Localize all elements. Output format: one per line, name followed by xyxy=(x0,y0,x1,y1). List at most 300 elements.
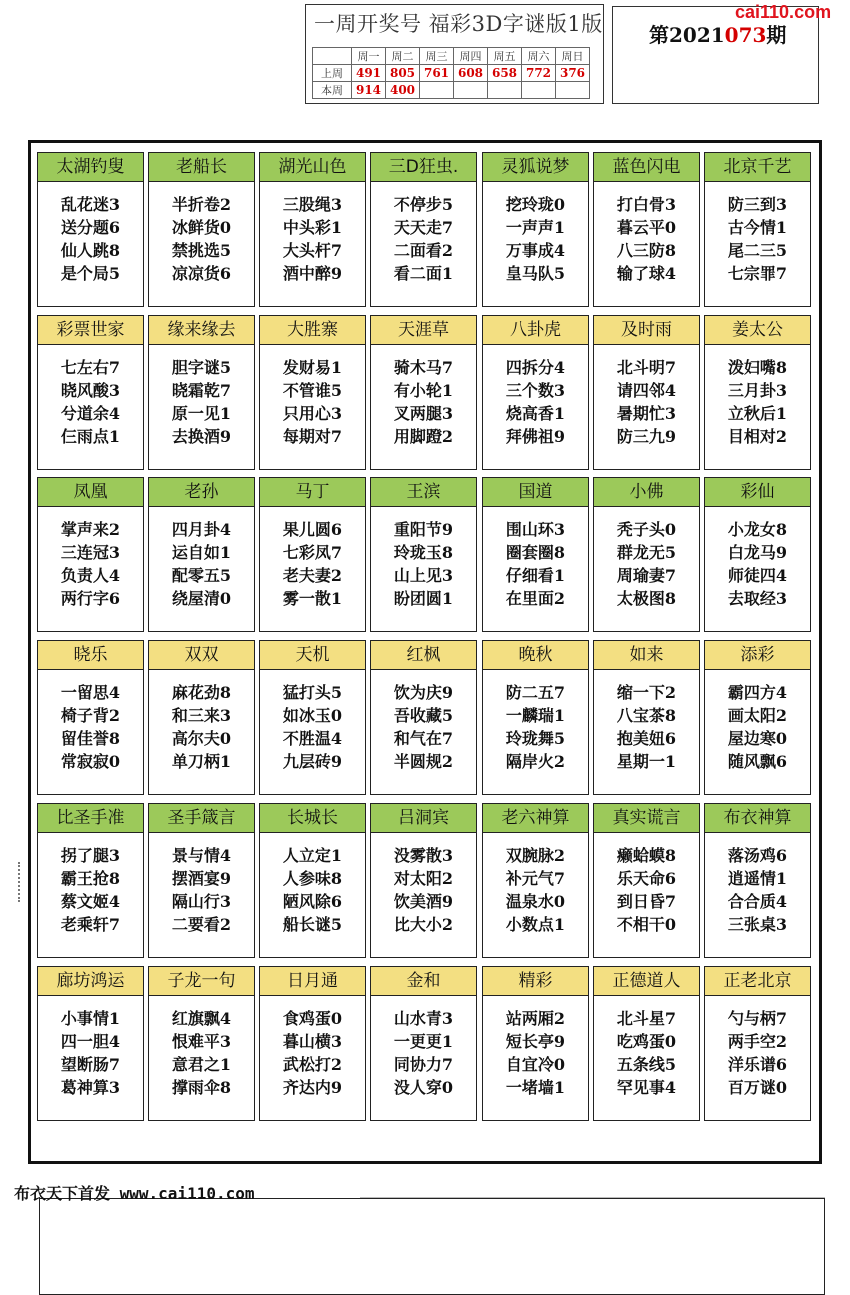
puzzle-author: 八卦虎 xyxy=(483,316,588,345)
clue-line: 双腕脉2 xyxy=(505,846,566,865)
clue-line: 猛打头5 xyxy=(282,683,343,702)
clue-line: 不相干0 xyxy=(616,915,677,934)
clue-line: 隔山行3 xyxy=(171,892,232,911)
puzzle-cell xyxy=(148,966,255,1121)
clue-line: 用脚蹬2 xyxy=(393,427,454,446)
footer-credit: 布衣天下首发 www.cai110.com xyxy=(14,1184,255,1203)
clue-line: 绕屋清0 xyxy=(171,589,232,608)
puzzle-cell xyxy=(148,640,255,795)
puzzle-clues xyxy=(371,833,476,936)
clue-line: 落汤鸡6 xyxy=(727,846,788,865)
puzzle-cell xyxy=(593,315,700,470)
clue-line: 吾收藏5 xyxy=(393,706,454,725)
clue-line: 果儿圆6 xyxy=(282,520,343,539)
puzzle-clues xyxy=(594,670,699,773)
puzzle-author: 太湖钓叟 xyxy=(38,153,143,182)
clue-line: 星期一1 xyxy=(616,752,677,771)
puzzle-author: 北京千艺 xyxy=(705,153,810,182)
clue-line: 晓霜乾7 xyxy=(171,381,232,400)
clue-line: 短长亭9 xyxy=(505,1032,566,1051)
puzzle-author: 吕洞宾 xyxy=(371,804,476,833)
puzzle-author: 老六神算 xyxy=(483,804,588,833)
draw-number: 914 xyxy=(352,82,386,99)
clue-line: 随风飘6 xyxy=(727,752,788,771)
puzzle-author: 及时雨 xyxy=(594,316,699,345)
clue-line: 四月卦4 xyxy=(171,520,232,539)
last-week-label: 上周 xyxy=(313,65,352,82)
puzzle-cell xyxy=(704,640,811,795)
puzzle-author: 小佛 xyxy=(594,478,699,507)
puzzle-cell xyxy=(37,803,144,958)
puzzle-author: 双双 xyxy=(149,641,254,670)
puzzle-cell xyxy=(370,152,477,307)
clue-line: 防三九9 xyxy=(616,427,677,446)
clue-line: 围山环3 xyxy=(505,520,566,539)
clue-line: 老夫妻2 xyxy=(282,566,343,585)
puzzle-author: 老船长 xyxy=(149,153,254,182)
clue-line: 兮道余4 xyxy=(60,404,121,423)
puzzle-clues xyxy=(594,833,699,936)
puzzle-clues xyxy=(149,182,254,285)
puzzle-cell xyxy=(370,640,477,795)
weekday-header-row xyxy=(313,48,590,65)
clue-line: 七宗罪7 xyxy=(727,264,788,283)
puzzle-cell xyxy=(259,803,366,958)
clue-line: 和气在7 xyxy=(393,729,454,748)
clue-line: 天天走7 xyxy=(393,218,454,237)
clue-line: 玲珑玉8 xyxy=(393,543,454,562)
puzzle-author: 正德道人 xyxy=(594,967,699,996)
clue-line: 温泉水0 xyxy=(505,892,566,911)
draw-number: 761 xyxy=(420,65,454,82)
puzzle-clues xyxy=(260,182,365,285)
clue-line: 同协力7 xyxy=(393,1055,454,1074)
clue-line: 叉两腿3 xyxy=(393,404,454,423)
clue-line: 合合质4 xyxy=(727,892,788,911)
clue-line: 人立定1 xyxy=(282,846,343,865)
clue-line: 自宜冷0 xyxy=(505,1055,566,1074)
puzzle-cell xyxy=(148,315,255,470)
puzzle-author: 姜太公 xyxy=(705,316,810,345)
clue-line: 师徒四4 xyxy=(727,566,788,585)
clue-line: 单刀柄1 xyxy=(171,752,232,771)
puzzle-grid-frame xyxy=(28,140,822,1164)
clue-line: 在里面2 xyxy=(505,589,566,608)
puzzle-author: 老孙 xyxy=(149,478,254,507)
puzzle-cell xyxy=(148,477,255,632)
puzzle-author: 灵狐说梦 xyxy=(483,153,588,182)
clue-line: 每期对7 xyxy=(282,427,343,446)
puzzle-cell xyxy=(370,803,477,958)
clue-line: 只用心3 xyxy=(282,404,343,423)
empty-notes-bar xyxy=(39,1198,825,1295)
clue-line: 请四邻4 xyxy=(616,381,677,400)
clue-line: 小数点1 xyxy=(505,915,566,934)
clue-line: 尾二三5 xyxy=(727,241,788,260)
clue-line: 罕见事4 xyxy=(616,1078,677,1097)
clue-line: 摆酒宴9 xyxy=(171,869,232,888)
clue-line: 运自如1 xyxy=(171,543,232,562)
clue-line: 景与情4 xyxy=(171,846,232,865)
clue-line: 两行字6 xyxy=(60,589,121,608)
puzzle-cell xyxy=(259,966,366,1121)
weekly-draw-title: 一周开奖号 福彩3D字谜版1版 xyxy=(314,12,603,36)
clue-line: 高尔夫0 xyxy=(171,729,232,748)
clue-line: 三个数3 xyxy=(505,381,566,400)
side-dots xyxy=(18,862,23,902)
clue-line: 去取经3 xyxy=(727,589,788,608)
puzzle-author: 彩票世家 xyxy=(38,316,143,345)
clue-line: 负责人4 xyxy=(60,566,121,585)
clue-line: 一声声1 xyxy=(505,218,566,237)
puzzle-clues xyxy=(483,996,588,1099)
clue-line: 禁挑选5 xyxy=(171,241,232,260)
clue-line: 胆字谜5 xyxy=(171,358,232,377)
weekday-label: 周三 xyxy=(420,48,454,65)
draw-number: 608 xyxy=(454,65,488,82)
puzzle-author: 缘来缘去 xyxy=(149,316,254,345)
clue-line: 七左右7 xyxy=(60,358,121,377)
puzzle-cell xyxy=(482,477,589,632)
clue-line: 一留思4 xyxy=(60,683,121,702)
draw-number: 400 xyxy=(386,82,420,99)
draw-number xyxy=(488,82,522,99)
puzzle-cell xyxy=(704,152,811,307)
puzzle-author: 子龙一句 xyxy=(149,967,254,996)
clue-line: 骑木马7 xyxy=(393,358,454,377)
clue-line: 麻花劲8 xyxy=(171,683,232,702)
clue-line: 九层砖9 xyxy=(282,752,343,771)
period-number: 073 xyxy=(724,23,767,47)
clue-line: 半圆规2 xyxy=(393,752,454,771)
puzzle-clues xyxy=(483,670,588,773)
clue-line: 饮为庆9 xyxy=(393,683,454,702)
clue-line: 打白骨3 xyxy=(616,195,677,214)
this-week-row xyxy=(313,82,590,99)
clue-line: 大头杆7 xyxy=(282,241,343,260)
puzzle-clues xyxy=(260,833,365,936)
puzzle-clues xyxy=(705,833,810,936)
footer-divider xyxy=(360,1197,825,1198)
clue-line: 如冰玉0 xyxy=(282,706,343,725)
clue-line: 秃子头0 xyxy=(616,520,677,539)
clue-line: 红旗飘4 xyxy=(171,1009,232,1028)
puzzle-author: 湖光山色 xyxy=(260,153,365,182)
clue-line: 看二面1 xyxy=(393,264,454,283)
clue-line: 百万谜0 xyxy=(727,1078,788,1097)
clue-line: 不管谁5 xyxy=(282,381,343,400)
clue-line: 二要看2 xyxy=(171,915,232,934)
clue-line: 恨难平3 xyxy=(171,1032,232,1051)
puzzle-clues xyxy=(705,996,810,1099)
puzzle-cell xyxy=(482,152,589,307)
puzzle-author: 彩仙 xyxy=(705,478,810,507)
puzzle-author: 国道 xyxy=(483,478,588,507)
puzzle-clues xyxy=(371,345,476,448)
puzzle-author: 真实谎言 xyxy=(594,804,699,833)
weekly-draw-box xyxy=(305,4,604,104)
weekday-label: 周日 xyxy=(556,48,590,65)
clue-line: 对太阳2 xyxy=(393,869,454,888)
puzzle-cell xyxy=(593,966,700,1121)
clue-line: 齐达内9 xyxy=(282,1078,343,1097)
puzzle-author: 添彩 xyxy=(705,641,810,670)
clue-line: 仔细看1 xyxy=(505,566,566,585)
clue-line: 掌声来2 xyxy=(60,520,121,539)
clue-line: 站两厢2 xyxy=(505,1009,566,1028)
clue-line: 不胜温4 xyxy=(282,729,343,748)
puzzle-clues xyxy=(38,833,143,936)
puzzle-clues xyxy=(371,507,476,610)
puzzle-author: 正老北京 xyxy=(705,967,810,996)
clue-line: 防二五7 xyxy=(505,683,566,702)
puzzle-clues xyxy=(38,507,143,610)
puzzle-clues xyxy=(149,670,254,773)
clue-line: 拜佛祖9 xyxy=(505,427,566,446)
draw-number: 376 xyxy=(556,65,590,82)
puzzle-cell xyxy=(148,152,255,307)
clue-line: 吃鸡蛋0 xyxy=(616,1032,677,1051)
draw-number xyxy=(556,82,590,99)
clue-line: 老乘轩7 xyxy=(60,915,121,934)
puzzle-author: 金和 xyxy=(371,967,476,996)
puzzle-cell xyxy=(482,640,589,795)
puzzle-clues xyxy=(149,833,254,936)
puzzle-author: 天涯草 xyxy=(371,316,476,345)
clue-line: 陋风除6 xyxy=(282,892,343,911)
clue-line: 一堵墙1 xyxy=(505,1078,566,1097)
clue-line: 比大小2 xyxy=(393,915,454,934)
puzzle-cell xyxy=(704,315,811,470)
clue-line: 小龙女8 xyxy=(727,520,788,539)
clue-line: 立秋后1 xyxy=(727,404,788,423)
clue-line: 冰鲜货0 xyxy=(171,218,232,237)
clue-line: 八宝茶8 xyxy=(616,706,677,725)
clue-line: 没雾散3 xyxy=(393,846,454,865)
clue-line: 留佳誉8 xyxy=(60,729,121,748)
weekday-label: 周二 xyxy=(386,48,420,65)
puzzle-clues xyxy=(371,996,476,1099)
issue-period xyxy=(649,19,786,48)
clue-line: 屋边寒0 xyxy=(727,729,788,748)
puzzle-cell xyxy=(259,477,366,632)
clue-line: 八三防8 xyxy=(616,241,677,260)
weekday-label: 周四 xyxy=(454,48,488,65)
puzzle-author: 圣手箴言 xyxy=(149,804,254,833)
puzzle-clues xyxy=(149,507,254,610)
puzzle-clues xyxy=(260,670,365,773)
puzzle-cell xyxy=(704,477,811,632)
puzzle-author: 蓝色闪电 xyxy=(594,153,699,182)
puzzle-cell xyxy=(37,152,144,307)
puzzle-cell xyxy=(148,803,255,958)
clue-line: 画太阳2 xyxy=(727,706,788,725)
weekly-draw-table xyxy=(312,47,590,99)
clue-line: 暑期忙3 xyxy=(616,404,677,423)
clue-line: 盼团圆1 xyxy=(393,589,454,608)
puzzle-clues xyxy=(483,345,588,448)
puzzle-clues xyxy=(38,182,143,285)
clue-line: 去换酒9 xyxy=(171,427,232,446)
draw-number xyxy=(420,82,454,99)
clue-line: 有小轮1 xyxy=(393,381,454,400)
puzzle-author: 三D狂虫. xyxy=(371,153,476,182)
clue-line: 小事情1 xyxy=(60,1009,121,1028)
clue-line: 人参味8 xyxy=(282,869,343,888)
clue-line: 暮云平0 xyxy=(616,218,677,237)
clue-line: 五条线5 xyxy=(616,1055,677,1074)
clue-line: 山上见3 xyxy=(393,566,454,585)
puzzle-cell xyxy=(259,152,366,307)
puzzle-clues xyxy=(594,507,699,610)
draw-number xyxy=(454,82,488,99)
clue-line: 泼妇嘴8 xyxy=(727,358,788,377)
puzzle-author: 王滨 xyxy=(371,478,476,507)
puzzle-clues xyxy=(594,996,699,1099)
weekday-label: 周五 xyxy=(488,48,522,65)
draw-number: 805 xyxy=(386,65,420,82)
site-url[interactable]: cai110.com xyxy=(735,2,832,22)
clue-line: 七彩凤7 xyxy=(282,543,343,562)
clue-line: 饮美酒9 xyxy=(393,892,454,911)
clue-line: 凉凉货6 xyxy=(171,264,232,283)
puzzle-clues xyxy=(260,996,365,1099)
puzzle-cell xyxy=(37,477,144,632)
puzzle-author: 廊坊鸿运 xyxy=(38,967,143,996)
clue-line: 防三到3 xyxy=(727,195,788,214)
puzzle-cell xyxy=(593,152,700,307)
clue-line: 撑雨伞8 xyxy=(171,1078,232,1097)
puzzle-cell xyxy=(704,803,811,958)
puzzle-clues xyxy=(483,182,588,285)
clue-line: 配零五5 xyxy=(171,566,232,585)
puzzle-cell xyxy=(593,640,700,795)
clue-line: 乱花迷3 xyxy=(60,195,121,214)
puzzle-author: 马丁 xyxy=(260,478,365,507)
clue-line: 抱美妞6 xyxy=(616,729,677,748)
clue-line: 一麟瑞1 xyxy=(505,706,566,725)
clue-line: 万事成4 xyxy=(505,241,566,260)
clue-line: 送分题6 xyxy=(60,218,121,237)
puzzle-clues xyxy=(483,507,588,610)
puzzle-author: 大胜寨 xyxy=(260,316,365,345)
clue-line: 望断肠7 xyxy=(60,1055,121,1074)
clue-line: 武松打2 xyxy=(282,1055,343,1074)
clue-line: 北斗星7 xyxy=(616,1009,677,1028)
puzzle-author: 如来 xyxy=(594,641,699,670)
this-week-label: 本周 xyxy=(313,82,352,99)
puzzle-author: 红枫 xyxy=(371,641,476,670)
clue-line: 三月卦3 xyxy=(727,381,788,400)
clue-line: 周瑜妻7 xyxy=(616,566,677,585)
puzzle-cell xyxy=(482,966,589,1121)
clue-line: 食鸡蛋0 xyxy=(282,1009,343,1028)
weekday-label: 周一 xyxy=(352,48,386,65)
clue-line: 原一见1 xyxy=(171,404,232,423)
clue-line: 圈套圈8 xyxy=(505,543,566,562)
clue-line: 癞蛤蟆8 xyxy=(616,846,677,865)
puzzle-cell xyxy=(259,315,366,470)
clue-line: 勺与柄7 xyxy=(727,1009,788,1028)
draw-number: 658 xyxy=(488,65,522,82)
puzzle-author: 日月通 xyxy=(260,967,365,996)
puzzle-author: 晓乐 xyxy=(38,641,143,670)
clue-line: 目相对2 xyxy=(727,427,788,446)
puzzle-cell xyxy=(370,966,477,1121)
clue-line: 意君之1 xyxy=(171,1055,232,1074)
puzzle-clues xyxy=(705,182,810,285)
draw-number: 772 xyxy=(522,65,556,82)
puzzle-cell xyxy=(482,803,589,958)
puzzle-author: 布衣神算 xyxy=(705,804,810,833)
puzzle-clues xyxy=(705,507,810,610)
last-week-row xyxy=(313,65,590,82)
puzzle-author: 晚秋 xyxy=(483,641,588,670)
clue-line: 葛神算3 xyxy=(60,1078,121,1097)
puzzle-clues xyxy=(38,345,143,448)
clue-line: 霸四方4 xyxy=(727,683,788,702)
puzzle-clues xyxy=(705,670,810,773)
clue-line: 一更更1 xyxy=(393,1032,454,1051)
clue-line: 洋乐谱6 xyxy=(727,1055,788,1074)
clue-line: 两手空2 xyxy=(727,1032,788,1051)
clue-line: 和三来3 xyxy=(171,706,232,725)
clue-line: 到日昏7 xyxy=(616,892,677,911)
puzzle-author: 长城长 xyxy=(260,804,365,833)
clue-line: 群龙无5 xyxy=(616,543,677,562)
clue-line: 发财易1 xyxy=(282,358,343,377)
puzzle-clues xyxy=(371,182,476,285)
clue-line: 蔡文姬4 xyxy=(60,892,121,911)
puzzle-author: 精彩 xyxy=(483,967,588,996)
clue-line: 椅子背2 xyxy=(60,706,121,725)
puzzle-cell xyxy=(370,315,477,470)
puzzle-clues xyxy=(594,182,699,285)
clue-line: 酒中醉9 xyxy=(282,264,343,283)
clue-line: 隔岸火2 xyxy=(505,752,566,771)
puzzle-author: 比圣手准 xyxy=(38,804,143,833)
period-prefix: 第2021 xyxy=(649,23,725,47)
clue-line: 逍遥情1 xyxy=(727,869,788,888)
puzzle-cell xyxy=(704,966,811,1121)
clue-line: 没人穿0 xyxy=(393,1078,454,1097)
puzzle-clues xyxy=(371,670,476,773)
draw-number: 491 xyxy=(352,65,386,82)
clue-line: 二面看2 xyxy=(393,241,454,260)
puzzle-cell xyxy=(259,640,366,795)
clue-line: 乐天命6 xyxy=(616,869,677,888)
puzzle-cell xyxy=(37,640,144,795)
puzzle-cell xyxy=(593,477,700,632)
puzzle-clues xyxy=(705,345,810,448)
clue-line: 雾一散1 xyxy=(282,589,343,608)
period-suffix: 期 xyxy=(766,23,787,47)
clue-line: 四一胆4 xyxy=(60,1032,121,1051)
puzzle-cell xyxy=(37,315,144,470)
clue-line: 三连冠3 xyxy=(60,543,121,562)
puzzle-cell xyxy=(593,803,700,958)
clue-line: 输了球4 xyxy=(616,264,677,283)
clue-line: 霸王抢8 xyxy=(60,869,121,888)
clue-line: 三股绳3 xyxy=(282,195,343,214)
puzzle-clues xyxy=(260,345,365,448)
clue-line: 山水青3 xyxy=(393,1009,454,1028)
clue-line: 烧高香1 xyxy=(505,404,566,423)
puzzle-author: 天机 xyxy=(260,641,365,670)
puzzle-author: 凤凰 xyxy=(38,478,143,507)
puzzle-clues xyxy=(483,833,588,936)
clue-line: 北斗明7 xyxy=(616,358,677,377)
